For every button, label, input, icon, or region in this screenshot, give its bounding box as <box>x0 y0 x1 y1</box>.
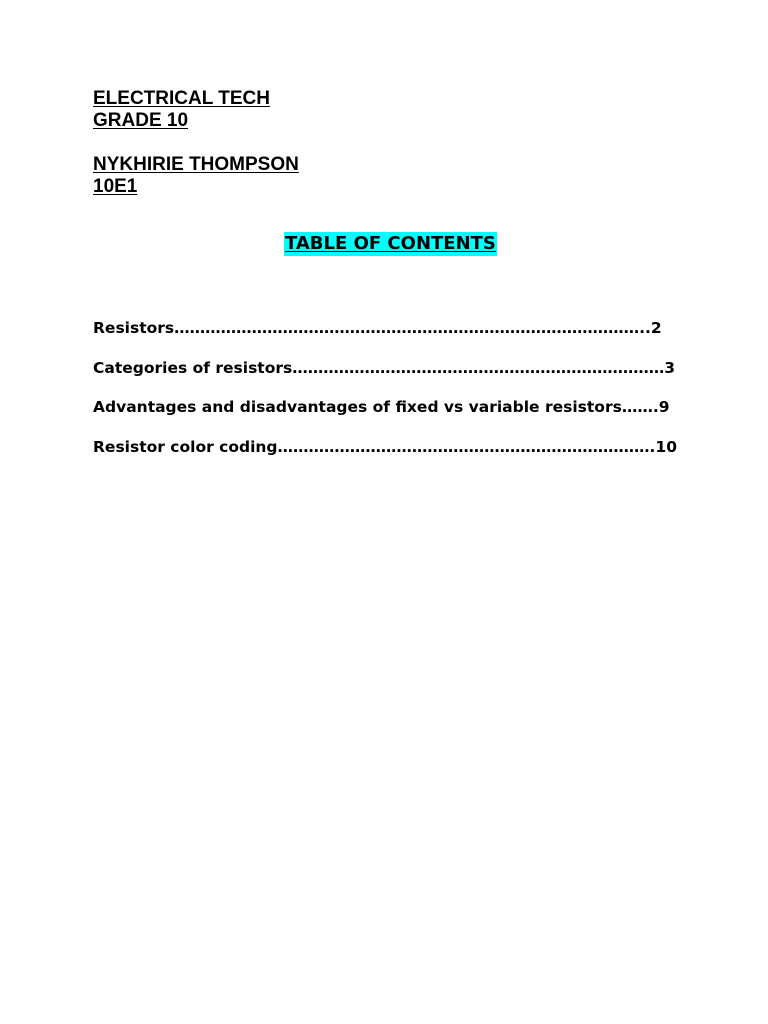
toc-entry-leader: ……. <box>621 398 659 416</box>
toc-entry-title: Categories of resistors <box>93 358 293 377</box>
toc-title: TABLE OF CONTENTS <box>285 233 496 254</box>
toc-entry-page: 3 <box>664 358 676 377</box>
student-heading <box>93 154 299 198</box>
toc-entry-page: 2 <box>650 319 662 337</box>
toc-entry-title: Resistors <box>93 319 175 337</box>
toc-entry-resistor-color-coding <box>93 437 677 457</box>
toc-list <box>93 318 677 476</box>
toc-entry-leader: ……………………………………………………………………………….. <box>174 319 651 337</box>
toc-entry-advantages-disadvantages <box>93 397 677 417</box>
course-heading <box>93 88 270 132</box>
grade-label: GRADE 10 <box>93 110 189 131</box>
toc-entry-title: Advantages and disadvantages of fixed vs variable resistors <box>93 398 622 416</box>
student-class: 10E1 <box>93 176 138 197</box>
subject-title: ELECTRICAL TECH <box>93 88 270 109</box>
toc-entry-categories-of-resistors <box>93 358 677 378</box>
toc-entry-leader: ……………………………………………………………… <box>292 358 665 377</box>
toc-entry-page: 9 <box>658 398 670 416</box>
toc-entry-leader: ………………………………………………………………. <box>277 437 656 456</box>
toc-entry-title: Resistor color coding <box>93 437 278 456</box>
toc-entry-resistors <box>93 318 677 338</box>
toc-entry-page: 10 <box>655 437 677 456</box>
student-name: NYKHIRIE THOMPSON <box>93 154 299 175</box>
